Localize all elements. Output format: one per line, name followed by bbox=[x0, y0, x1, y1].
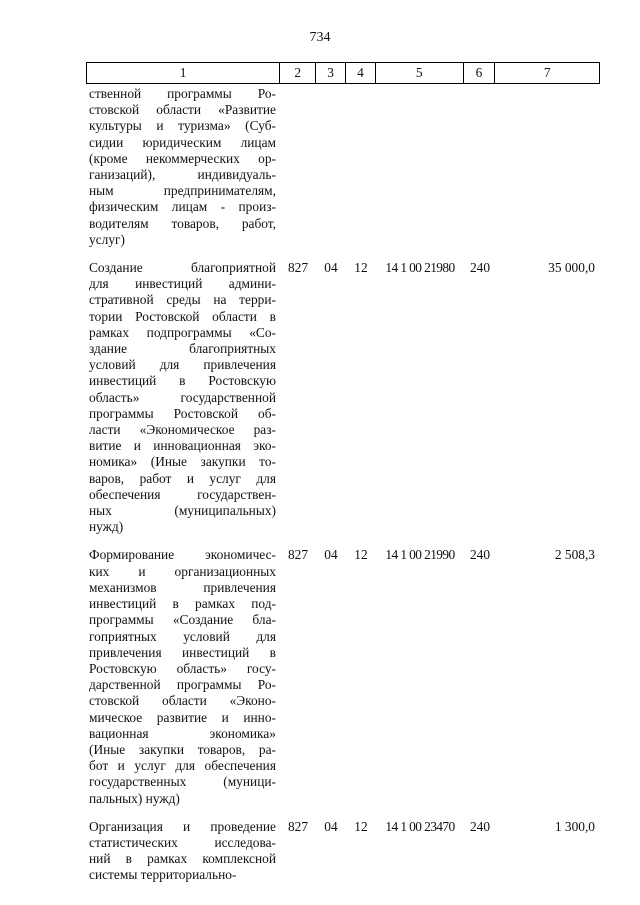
description-line: тории Ростовской области в bbox=[89, 308, 276, 324]
row-target-article bbox=[376, 86, 464, 248]
description-line: ний в рамках комплексной bbox=[89, 851, 276, 867]
description-line: гоприятных условий для bbox=[89, 628, 276, 644]
row-amount: 1 300,0 bbox=[554, 818, 595, 834]
description-line: ких и организационных bbox=[89, 563, 276, 579]
description-line: услуг) bbox=[89, 231, 125, 247]
description-line: стовской области «Развитие bbox=[89, 102, 276, 118]
header-col-5: 5 bbox=[376, 63, 464, 83]
description-line: системы территориально- bbox=[89, 867, 237, 883]
row-ministry-code: 827 bbox=[287, 260, 309, 276]
row-expense-type: 240 bbox=[469, 547, 491, 563]
description-line: водителям товаров, работ, bbox=[89, 215, 276, 231]
table-row bbox=[86, 547, 600, 806]
description-line: программы «Создание бла- bbox=[89, 612, 276, 628]
row-subsection-code: 12 bbox=[354, 260, 368, 276]
table-header-row bbox=[86, 62, 600, 84]
description-line: мическое развитие и инно- bbox=[89, 709, 276, 725]
description-line: ганизаций), индивидуаль- bbox=[89, 167, 276, 183]
description-line: условий для привлечения bbox=[89, 357, 276, 373]
description-line: область» государственной bbox=[89, 389, 276, 405]
description-line: номика» (Иные закупки то- bbox=[89, 454, 276, 470]
page-number: 734 bbox=[309, 30, 331, 45]
description-line: пальных) нужд) bbox=[89, 790, 180, 806]
description-line: дарственной программы Ро- bbox=[89, 677, 276, 693]
row-expense-type: 240 bbox=[469, 818, 491, 834]
description-line: государственных (муници- bbox=[89, 774, 276, 790]
description-line: Формирование экономичес- bbox=[89, 547, 276, 563]
row-description bbox=[86, 819, 280, 884]
description-line: варов, работ и услуг для bbox=[89, 470, 276, 486]
description-line: стовской области «Эконо- bbox=[89, 693, 276, 709]
row-target-article: 14 1 00 21980 bbox=[385, 260, 455, 276]
row-subsection-code: 12 bbox=[354, 547, 368, 563]
table-body bbox=[86, 86, 600, 896]
description-line: Создание благоприятной bbox=[89, 260, 276, 276]
row-description bbox=[86, 547, 280, 806]
row-section-code: 04 bbox=[324, 547, 338, 563]
row-section-code: 04 bbox=[324, 260, 338, 276]
row-expense-type: 240 bbox=[469, 260, 491, 276]
row-description bbox=[86, 86, 280, 248]
row-section-code: 04 bbox=[324, 818, 338, 834]
description-line: инвестиций в Ростовскую bbox=[89, 373, 276, 389]
description-line: статистических исследова- bbox=[89, 834, 276, 850]
description-line: (кроме некоммерческих ор- bbox=[89, 150, 276, 166]
header-col-4: 4 bbox=[346, 63, 376, 83]
description-line: (Иные закупки товаров, ра- bbox=[89, 741, 276, 757]
description-line: ственной программы Ро- bbox=[89, 86, 276, 101]
description-line: механизмов привлечения bbox=[89, 579, 276, 595]
row-amount bbox=[496, 86, 600, 248]
description-line: здание благоприятных bbox=[89, 341, 276, 357]
header-col-1: 1 bbox=[87, 63, 280, 83]
header-col-2: 2 bbox=[280, 63, 316, 83]
row-ministry-code bbox=[280, 86, 316, 248]
row-ministry-code: 827 bbox=[287, 547, 309, 563]
description-line: физическим лицам - произ- bbox=[89, 199, 276, 215]
row-target-article: 14 1 00 23470 bbox=[385, 818, 455, 834]
header-col-7: 7 bbox=[543, 65, 551, 80]
description-line: витие и инновационная эко- bbox=[89, 438, 276, 454]
description-line: нужд) bbox=[89, 519, 124, 535]
description-line: рамках подпрограммы «Со- bbox=[89, 324, 276, 340]
description-line: культуры и туризма» (Суб- bbox=[89, 118, 276, 134]
header-col-6: 6 bbox=[464, 63, 496, 83]
description-line: ласти «Экономическое раз- bbox=[89, 422, 276, 438]
description-line: ных (муниципальных) bbox=[89, 503, 276, 519]
description-line: бот и услуг для обеспечения bbox=[89, 758, 276, 774]
table-row bbox=[86, 819, 600, 884]
description-line: стративной среды на терри- bbox=[89, 292, 276, 308]
header-col-3: 3 bbox=[316, 63, 346, 83]
row-subsection-code: 12 bbox=[354, 818, 368, 834]
description-line: привлечения инвестиций в bbox=[89, 644, 276, 660]
row-amount: 35 000,0 bbox=[548, 260, 595, 276]
description-line: Ростовскую область» госу- bbox=[89, 660, 276, 676]
row-description bbox=[86, 260, 280, 535]
row-expense-type bbox=[464, 86, 496, 248]
description-line: для инвестиций админи- bbox=[89, 276, 276, 292]
row-target-article: 14 1 00 21990 bbox=[385, 547, 455, 563]
table-row bbox=[86, 86, 600, 248]
row-subsection-code bbox=[346, 86, 376, 248]
description-line: ным предпринимателям, bbox=[89, 183, 276, 199]
description-line: обеспечения государствен- bbox=[89, 486, 276, 502]
row-amount: 2 508,3 bbox=[554, 547, 595, 563]
row-section-code bbox=[316, 86, 346, 248]
description-line: Организация и проведение bbox=[89, 818, 276, 834]
table-row bbox=[86, 260, 600, 535]
row-ministry-code: 827 bbox=[287, 818, 309, 834]
description-line: программы Ростовской об- bbox=[89, 405, 276, 421]
description-line: инвестиций в рамках под- bbox=[89, 596, 276, 612]
description-line: сидии юридическим лицам bbox=[89, 134, 276, 150]
description-line: вационная экономика» bbox=[89, 725, 276, 741]
